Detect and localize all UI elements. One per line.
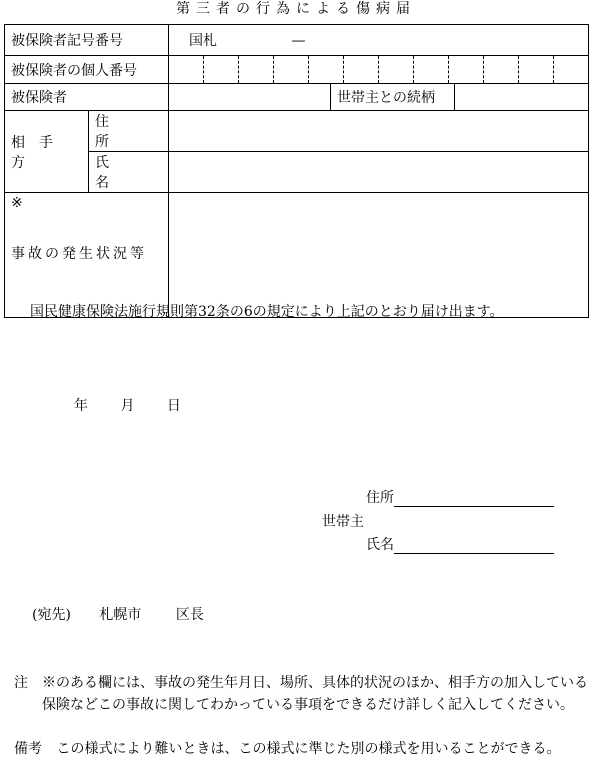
form-title: 第三者の行為による傷病届 xyxy=(176,1,416,17)
day-label: 日 xyxy=(166,398,181,414)
insured-number-field[interactable] xyxy=(169,25,589,56)
addressee-city: 札幌市 xyxy=(99,607,142,623)
counterparty-name-label: 氏名 xyxy=(89,152,169,193)
insured-number-label: 被保険者記号番号 xyxy=(5,25,169,56)
relation-field[interactable] xyxy=(455,84,589,111)
remarks-text: この様式により難いときは、この様式に準じた別の様式を用いることができる。 xyxy=(56,741,561,757)
accident-label-text: 事故の発生状況等 xyxy=(11,246,147,262)
insured-field[interactable] xyxy=(169,84,331,111)
insured-label: 被保険者 xyxy=(5,84,169,111)
signature-address-row xyxy=(366,487,554,507)
personal-number-field[interactable] xyxy=(169,56,589,84)
signature-address-label: 住所 xyxy=(366,490,394,506)
remarks-block xyxy=(14,738,588,760)
addressee xyxy=(32,604,204,624)
note-label: 注 xyxy=(14,675,28,691)
signature-address-line[interactable] xyxy=(394,490,554,507)
accident-label xyxy=(5,193,169,318)
addressee-ward: 区長 xyxy=(175,607,204,623)
signature-name-label: 氏名 xyxy=(366,537,394,553)
counterparty-address-label: 住所 xyxy=(89,111,169,152)
asterisk-mark: ※ xyxy=(11,195,23,211)
signature-householder-label: 世帯主 xyxy=(322,514,364,530)
date-line xyxy=(74,395,181,415)
accident-field[interactable] xyxy=(169,193,589,318)
relation-label: 世帯主との続柄 xyxy=(331,84,455,111)
insured-number-dash: — xyxy=(291,33,306,49)
counterparty-address-field[interactable] xyxy=(169,111,589,152)
counterparty-label: 相手方 xyxy=(5,111,89,193)
year-label: 年 xyxy=(74,398,88,414)
personal-number-label: 被保険者の個人番号 xyxy=(5,56,169,84)
signature-name-line[interactable] xyxy=(394,537,554,554)
signature-name-row xyxy=(366,534,554,554)
counterparty-name-field[interactable] xyxy=(169,152,589,193)
injury-report-table xyxy=(4,24,589,318)
declaration-text: 国民健康保険法施行規則第32条の6の規定により上記のとおり届け出ます。 xyxy=(30,304,504,320)
month-label: 月 xyxy=(120,398,135,414)
note-block xyxy=(14,672,588,716)
remarks-label: 備考 xyxy=(14,741,42,757)
note-text: ※のある欄には、事故の発生年月日、場所、具体的状況のほか、相手方の加入している保険などこの事故に関してわかっている事項をできるだけ詳しく記入してください。 xyxy=(42,675,588,713)
addressee-label: (宛先) xyxy=(32,607,71,623)
insured-number-prefix: 国札 xyxy=(189,33,217,49)
